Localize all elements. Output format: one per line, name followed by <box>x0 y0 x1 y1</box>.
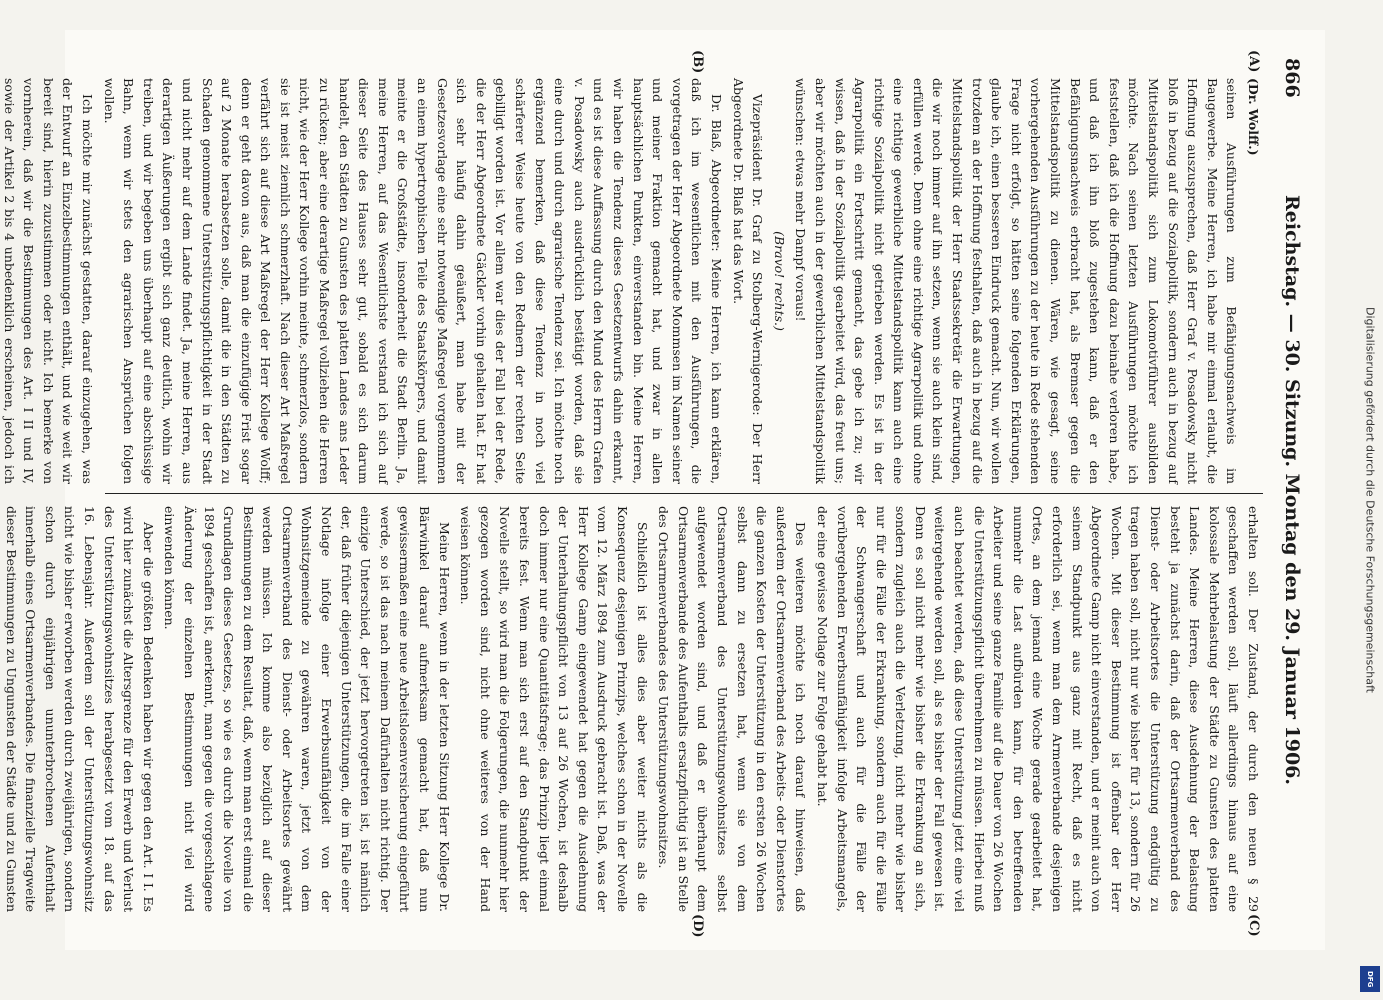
digitization-credit-text: Digitalisierung gefördert durch die Deutsche Forschungsgemeinschaft <box>1363 307 1377 693</box>
running-title: Reichstag. — 30. Sitzung. Montag den 29. Januar 1906. <box>1281 194 1303 786</box>
paragraph: Dr. Blaß, Abgeordneter: Meine Herren, ich kann erklären, daß ich im wesentlichen mit den Ausführungen, die vorgetragen der Herr Abgeordnete Mommsen im Namen seiner und meiner Fraktion gemacht hat, und zwar in allen hauptsächlichen Punkten, einverstanden bin. Meine Herren, wir haben die Tendenz dieses Gesetzentwurfs dahin erkannt, und es ist diese Auffassung durch den Mund des Herrn Grafen v. Posadowsky auch ausdrücklich bestätigt worden, daß sie eine durch und durch agrarische Tendenz sei. Ich möchte noch ergänzend bemerken, daß diese Tendenz in noch viel schärferer Weise heute von den Rednern der rechten Seite gebilligt worden ist. Vor allem war dies der Fall bei der Rede, die der Herr Abgeordnete Gäckler vorhin gehalten hat. Er hat sich sehr häufig dahin geäußert, man habe mit der Gesetzesvorlage eine sehr notwendige Maßregel vorgenommen an einem hypertrophischen Teile des Staatskörpers, und damit meinte er die Großstädte, insonderheit die Stadt Berlin. Ja, meine Herren, auf das Wesentlichste verstand ich sich auf dieser Seite des Hauses sehr gut, sobald es sich darum handelt, den Städten zu Gunsten des platten Landes ans Leder zu rücken; aber eine derartige Maßregel vollziehen die Herren nicht, wie der Herr Kollege vorhin meinte, schmerzlos, sondern sie ist meist ziemlich schmerzhaft. Nach dieser Art Maßregel verfährt sich auf diese Art Maßregel der Herr Kollege Wolff; denn er geht davon aus, daß man die einzufügige Frist sogar auf 2 Monate herabsetzen solle, damit die in den Städten zu Schaden genommene Unterstützungspflichtigkeit in der Stadt und nicht mehr auf dem Lande findet. Ja, meine Herren, aus derartigen Äußerungen ergibt sich ganz deutlich, wohin wir treiben, und wir begeben uns überhaupt auf eine abschüssige Bahn, wenn wir stets den agrarischen Ansprüchen folgen wollen. <box>101 78 724 484</box>
margin-marker-b: (B) <box>690 50 705 74</box>
page-number: 866 <box>1281 58 1303 98</box>
paragraph: Schließlich ist alles dies aber weiter nichts als die Konsequenz desjenigen Prinzips, welches schon in der Novelle vom 12. März 1894 zum Ausdruck gebracht ist. Daß, was der Herr Kollege Gamp eingewendet hat gegen die Ausdehnung der Unterhaltungspflicht von 13 auf 26 Wochen, ist deshalb doch immer nur eine Quantitätsfrage; das Prinzip liegt einmal bereits fest. Wenn man sich erst auf den Standpunkt der Novelle stellt, so wird man die Folgerungen, die nunmehr hier gezogen worden sind, nicht ohne weiteres von der Hand weisen können. <box>458 506 650 912</box>
digitization-credit-strip <box>1357 0 1383 1000</box>
margin-marker-c: (C) <box>1246 914 1261 937</box>
paragraph: seinen Ausführungen zum Befähigungsnachweis im Baugewerbe. Meine Herren, ich habe mir einmal erlaubt, die Hoffnung auszusprechen, daß Herr Graf v. Posadowsky nicht bloß in bezug auf die Sozialpolitik, sondern auch in bezug auf Mittelstandspolitik sich zum Lokomotivführer ausbilden möchte. Nach seinen letzten Ausführungen möchte ich feststellen, daß ich die Hoffnung dazu beinahe verloren habe, und daß ich ihn bloß zugestehen kann, daß er den Befähigungsnachweis erbracht hat, als Bremser gegen die Mittelstandspolitik zu dienen. Wären, wie gesagt, seine vorhergehenden Ausführungen zu der heute in Rede stehenden Frage nicht erfolgt, so hätten seine folgenden Erklärungen, glaube ich, einen besseren Eindruck gemacht. Nun, wir wollen trotzdem an der Hoffnung festhalten, daß auch in bezug auf die Mittelstandspolitik der Herr Staatssekretär die Erwartungen, die wir noch immer auf ihn setzen, wenn sie auch klein sind, erfüllen werde. Denn ohne eine richtige Agrarpolitik und ohne eine richtige gewerbliche Mittelstandspolitik kann auch eine richtige Sozialpolitik nicht getrieben werden. Es ist in der Agrarpolitik ein Fortschritt gemacht, das gebe ich zu; wir wissen, daß in der Sozialpolitik gearbeitet wird, das freut uns; aber wir möchten auch in der gewerblichen Mittelstandspolitik wünschen: etwas mehr Dampf voraus! <box>793 78 1240 484</box>
scanned-page <box>1 30 1325 950</box>
margin-marker-a: (A) <box>1246 50 1261 73</box>
margin-marker-d: (D) <box>690 914 705 938</box>
page-header <box>1273 58 1303 922</box>
right-column <box>3 506 1263 912</box>
paragraph: Aber die größten Bedenken haben wir gegen den Art. I I. Es wird hier zunächst die Altersgrenze für den Erwerb und Verlust des Unterstützungswohnsitzes herabgesetzt vom 18. auf das 16. Lebensjahr. Außerdem soll der Unterstützungswohnsitz nicht wie bisher erworben werden durch zweijährigen, sondern schon durch einjährigen ununterbrochenen Aufenthalt innerhalb eines Ortsarmenverbandes. Die finanzielle Tragweite dieser Bestimmungen zu Ungunsten der Städte und zu Gunsten <box>3 506 156 912</box>
paragraph: Meine Herren, wenn in der letzten Sitzung Herr Kollege Dr. Bärwinkel darauf aufmerksam gemacht hat, daß nun gewissermaßen eine neue Arbeitslosenversicherung eingeführt werde, so ist das nach meinem Dafürhalten nicht richtig. Der einzige Unterschied, der jetzt hervorgetreten ist, ist nämlich der, daß früher diejenigen Unterstützungen, die im Falle einer Notlage infolge einer Erwerbsunfähigkeit von der Wohnsitzgemeinde zu gewähren waren, jetzt von dem Ortsarmenverband des Dienst- oder Arbeitsortes gewährt werden müssen. Ich komme also bezüglich auf dieser Bestimmungen zu dem Resultat, daß, wenn man erst einmal die Grundlagen dieses Gesetzes, so wie es durch die Novelle von 1894 geschaffen ist, anerkennt, man gegen die vorgeschlagene Änderung der einzelnen Bestimmungen nicht viel wird einwenden können. <box>162 506 452 912</box>
applause-note: (Bravo! rechts.) <box>771 231 787 331</box>
left-column <box>1 78 1263 484</box>
president-announcement: Vizepräsident Dr. Graf zu Stolberg-Wernigerode: Der Herr Abgeordnete Dr. Blaß hat das Wort. <box>730 78 766 484</box>
dfg-logo-icon: DFG <box>1360 966 1380 992</box>
paragraph: erhalten soll. Der Zustand, der durch den neuen § 29 geschaffen werden soll, läuft allerdings hinaus auf eine kolossale Mehrbelastung der Städte zu Gunsten des platten Landes. Meine Herren, diese Ausdehnung der Belastung besteht ja zunächst darin, daß der Ortsarmenverband des Dienst- oder Arbeitsortes die Unterstützung endgültig zu tragen haben soll, nicht nur wie bisher für 13, sondern für 26 Wochen. Mit dieser Bestimmung ist offenbar der Herr Abgeordnete Gamp nicht einverstanden, und er meint auch von seinem Standpunkt aus ganz mit Recht, daß es nicht erforderlich sei, wenn man dem Armenverbande desjenigen Ortes, an dem jemand eine Woche gerade gearbeitet hat, nunmehr die Last aufbürden kann, für den betreffenden Arbeiter und seine ganze Familie auf die Dauer von 26 Wochen die Unterstützungspflicht übernehmen zu müssen. Hierbei muß auch beachtet werden, daß diese Unterstützung jetzt eine viel weitergehende werden soll, als es bisher der Fall gewesen ist. Denn es soll nicht mehr wie bisher die Erkrankung an sich, sondern zugleich auch die Verletzung, nicht mehr wie bisher nur für die Fälle der Erkrankung, sondern auch für die Fälle der Schwangerschaft und auch für die Fälle der vorübergehenden Erwerbsunfähigkeit infolge Arbeitsmangels, der eine gewisse Notlage zur Folge gehabt hat. <box>814 506 1261 912</box>
paragraph: Des weiteren möchte ich noch darauf hinweisen, daß außerdem der Ortsarmenverband des Arbeits- oder Dienstortes die ganzen Kosten der Unterstützung in den ersten 26 Wochen selbst dann zu ersetzen hat, wenn sie von dem Ortsarmenverband des Unterstützungswohnsitzes selbst aufgewendet worden sind, und daß er überhaupt dem Ortsarmenverbande des Aufenthalts ersatzpflichtig ist an Stelle des Ortsarmenverbandes des Unterstützungswohnsitzes. <box>656 506 809 912</box>
speaker-label: (Dr. Wolff.) <box>1246 78 1261 156</box>
paragraph: Ich möchte mir zunächst gestatten, darauf einzugehen, was der Entwurf an Einzelbestimmungen enthält, und wie weit wir bereit sind, hierin zuzustimmen oder nicht. Ich bemerke von vornherein, daß wir die Bestimmungen des Art. I II und IV, sowie der Artikel 2 bis 4 unbedenklich erscheinen, jedoch ich <box>1 78 95 484</box>
column-divider <box>105 493 1263 494</box>
